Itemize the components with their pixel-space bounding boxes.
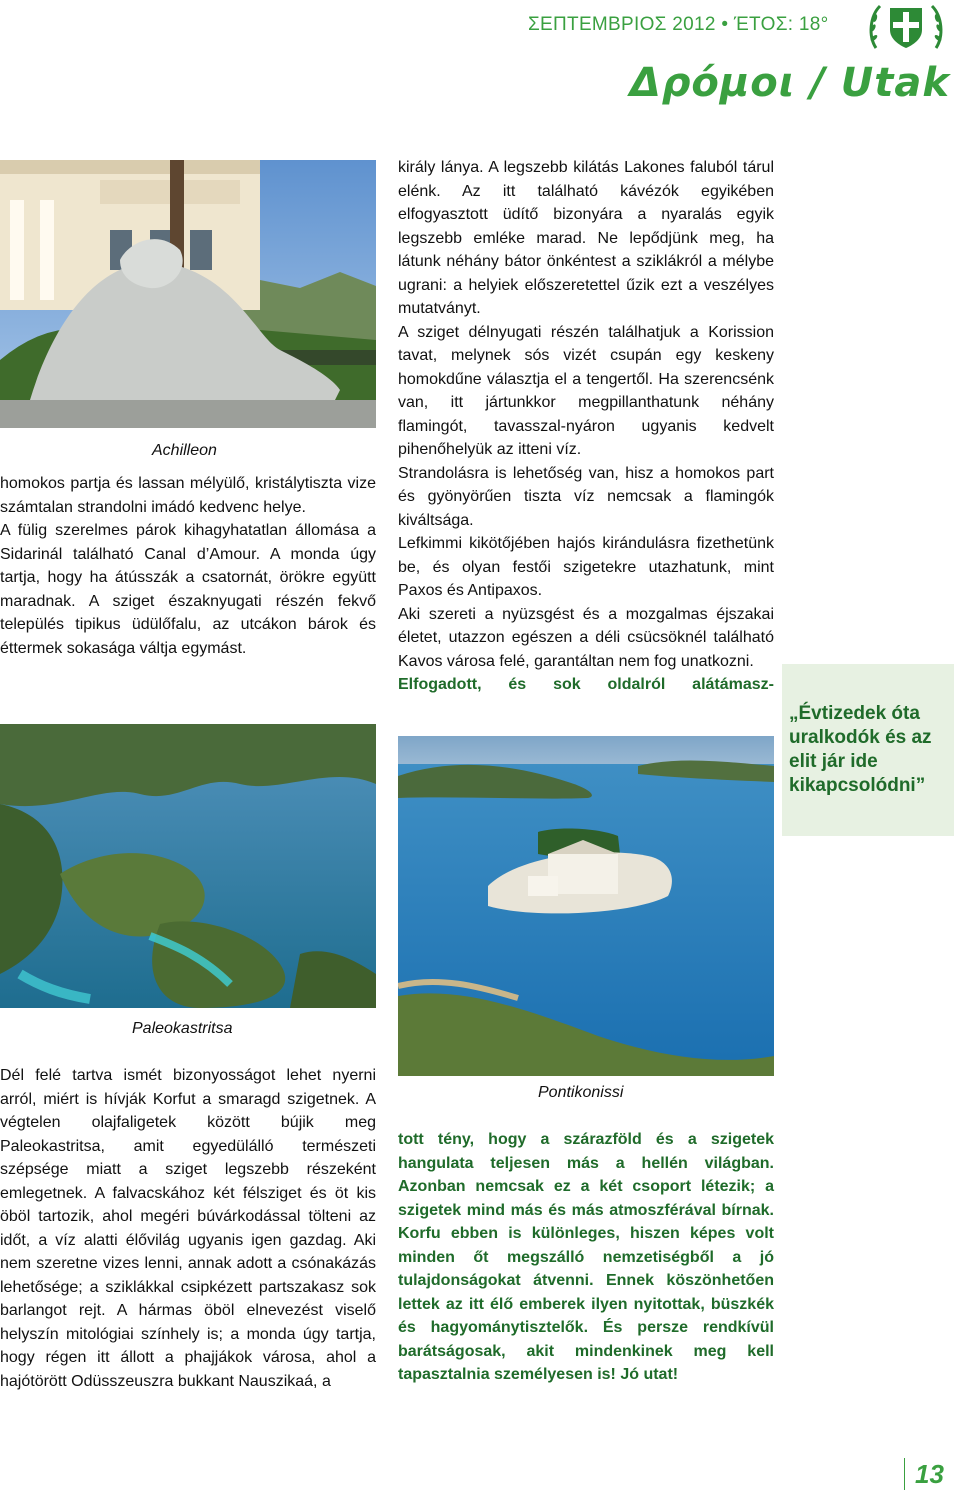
paragraph: Lefkimmi kikötőjében hajós kirándulásra fizethetünk be, és olyan festői szigetekre utazhatunk, mint Paxos és Antipaxos. (398, 535, 774, 599)
paragraph: király lánya. A legszebb kilátás Lakones faluból tárul elénk. Az itt található kávézók egyikében elfogyasztott üdítő bizonyára a nyaralás egyik legszebb emléke marad. Ne lepődjünk meg, ha látunk néhány bátor önkéntest a sziklákról a mélybe ugrani: a helyiek előszeretettel űzik ezt a veszélyes mutatványt. (398, 159, 774, 317)
paragraph: Dél felé tartva ismét bizonyosságot lehet nyerni arról, miért is hívják Korfut a smaragd szigetnek. A végtelen olajfaligetek között bújik meg Paleokastritsa, amit egyedülálló természeti szépsége miatt a sziget legszebb részeként emlegetnek. A falvacskához két félsziget és öt kis öböl tartozik, ahol megéri búvárkodással tölteni az időt, a víz alatti élővilág ugyanis igen gazdag. Aki nem szeretne vizes lenni, annak adott a csónakázás lehetősége; a sziklákkal csipkézett partszakasz sok barlangot rejt. A hármas öböl elnevezést viselő helyszín mitológiai színhely is; a monda úgy tartja, hogy régen itt állott a phajjákok városa, ahol a hajótörött Odüsszeuszra bukkant Nauszikaá, a (0, 1067, 376, 1390)
page-number: 13 (904, 1458, 944, 1490)
section-title: Δρόμοι / Utak (629, 60, 950, 106)
paragraph: homokos partja és lassan mélyülő, kristálytiszta vize számtalan strandolni imádó kedvenc helye. (0, 475, 376, 516)
paragraph: Aki szereti a nyüzsgést és a mozgalmas éjszakai életet, utazzon egészen a déli csücsöknél található Kavos városa felé, garantáltan nem fog unatkozni. (398, 605, 774, 670)
paragraph: A fülig szerelmes párok kihagyhatatlan állomása a Sidarinál található Canal d’Amour. A monda úgy tartja, hogy ha átússzák a csatornát, örökre együtt maradnak. A sziget északnyugati részén fekvő település tipikus üdülőfalu, az utcákon bárok és éttermek sokasága váltja egymást. (0, 522, 376, 657)
left-column-bottom-text (0, 1064, 376, 1393)
bold-paragraph: tott tény, hogy a szárazföld és a szigetek hangulata teljesen más a hellén világban. Azonban nemcsak ez a két csoport létezik; a szigetek mind más és más atmoszférával bírnak. Korfu ebben is különleges, hiszen képes volt minden őt megszálló nemzetiségből a jó tulajdonságokat átvenni. Ennek köszönhetően lettek az itt élő emberek ilyen nyitottak, büszkék és hagyománytisztelők. És persze rendkívül barátságosak, akit mindenkinek meg kell tapasztalnia személyesen is! Jó utat! (398, 1131, 774, 1383)
caption-paleokastritsa: Paleokastritsa (132, 1020, 233, 1037)
greek-emblem-logo (866, 2, 946, 52)
pontikonissi-island-photo (398, 736, 774, 1076)
pull-quote: „Évtizedek óta uralkodók és az elit jár ide kikapcsolódni” (782, 664, 954, 836)
right-column-top-text (398, 156, 774, 697)
caption-achilleon: Achilleon (152, 442, 217, 459)
left-column-top-text (0, 472, 376, 660)
paragraph: Strandolásra is lehetőség van, hisz a homokos part és gyönyörűen tiszta víz nemcsak a flamingók kiváltsága. (398, 464, 774, 529)
issue-date: ΣΕΠΤΕΜΒΡΙΟΣ 2012 • ΈΤΟΣ: 18° (528, 14, 829, 35)
paragraph: A sziget délnyugati részén találhatjuk a Korission tavat, melynek sós vizét csupán egy keskeny homokdűne választja el a tengertől. Ha szerencsénk van, itt jártunkkor megpillanthatunk néhány flamingót, tavasszal-nyáron ugyanis kedvelt pihenőhelyük az itteni víz. (398, 323, 774, 458)
achilleon-statue-photo (0, 160, 376, 428)
caption-pontikonissi: Pontikonissi (538, 1084, 624, 1101)
bold-paragraph-start: Elfogadott, és sok oldalról alátámasz- (398, 676, 774, 693)
paleokastritsa-aerial-photo (0, 724, 376, 1008)
right-column-bottom-text (398, 1128, 774, 1387)
